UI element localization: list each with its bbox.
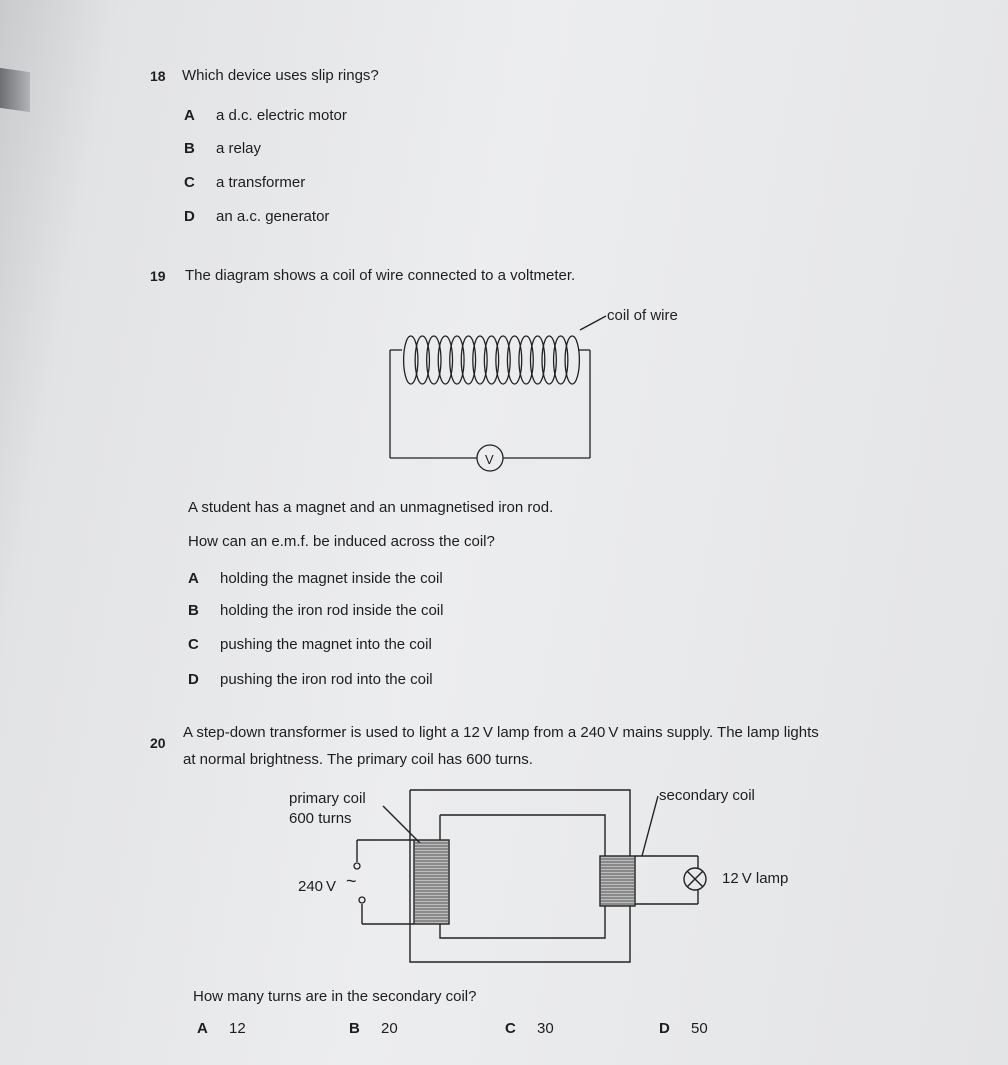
question-19-text: The diagram shows a coil of wire connected to a voltmeter. — [185, 267, 576, 284]
q20-stem: How many turns are in the secondary coil? — [193, 988, 477, 1005]
q19-stem-2: How can an e.m.f. be induced across the coil? — [188, 533, 495, 550]
q18-option-d: D an a.c. generator — [184, 208, 330, 225]
question-20-number: 20 — [150, 735, 166, 751]
lamp-symbol — [684, 868, 706, 890]
secondary-coil-label: secondary coil — [659, 787, 755, 804]
q19-option-d: D pushing the iron rod into the coil — [188, 671, 433, 688]
lamp-label: 12 V lamp — [722, 870, 789, 887]
coil-of-wire — [404, 336, 580, 384]
q18-option-b: B a relay — [184, 140, 262, 157]
q20-option-c: C 30 — [505, 1020, 554, 1037]
supply-terminal-bottom — [359, 897, 365, 903]
coil-of-wire-label: coil of wire — [607, 307, 678, 324]
q20-option-d: D 50 — [659, 1020, 708, 1037]
supply-voltage-label: 240 V — [298, 878, 337, 895]
q19-stem-1: A student has a magnet and an unmagnetised iron rod. — [188, 499, 554, 516]
primary-coil-label: primary coil — [289, 790, 366, 807]
ac-symbol: ~ — [346, 871, 357, 891]
q19-option-a: A holding the magnet inside the coil — [188, 570, 443, 587]
q20-option-b: B 20 — [349, 1020, 398, 1037]
question-18-text: Which device uses slip rings? — [182, 67, 379, 84]
transformer-diagram — [357, 790, 698, 962]
question-18-number: 18 — [150, 68, 166, 84]
q20-option-a: A 12 — [197, 1020, 246, 1037]
q18-option-c: C a transformer — [184, 174, 306, 191]
supply-terminal-top — [354, 863, 360, 869]
q19-option-c: C pushing the magnet into the coil — [188, 636, 432, 653]
primary-turns-label: 600 turns — [289, 810, 352, 827]
voltmeter-symbol: V — [485, 452, 494, 467]
q18-option-a: A a d.c. electric motor — [184, 107, 347, 124]
q19-option-b: B holding the iron rod inside the coil — [188, 602, 444, 619]
question-20-line-1: A step-down transformer is used to light a 12 V lamp from a 240 V mains supply. The lamp lights — [183, 724, 819, 741]
question-20-line-2: at normal brightness. The primary coil has 600 turns. — [183, 751, 533, 768]
question-19-number: 19 — [150, 268, 166, 284]
coil-diagram — [390, 316, 606, 471]
